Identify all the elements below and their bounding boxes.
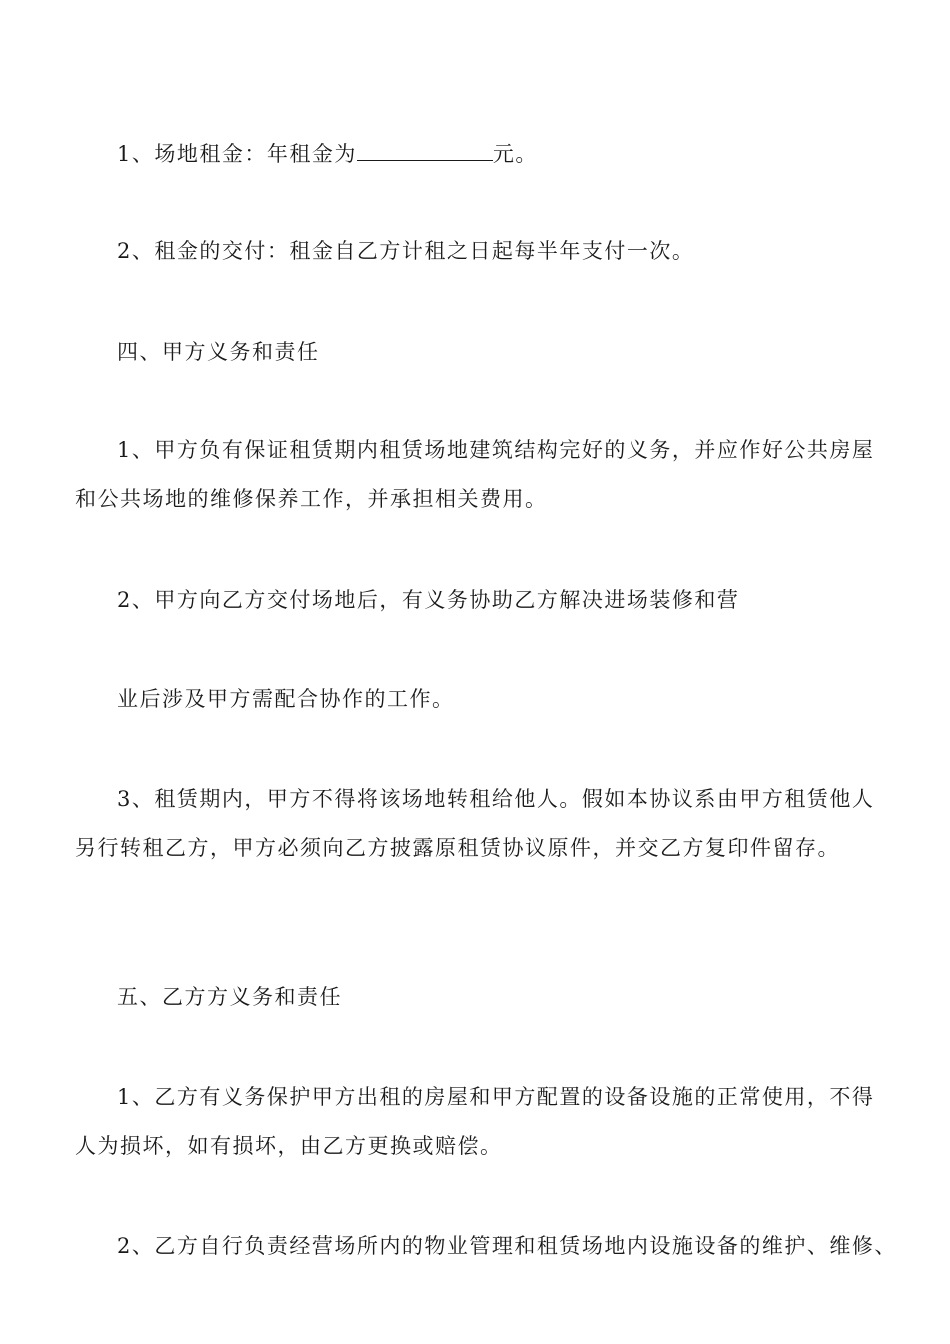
rent-item-1-prefix: 1、场地租金：年租金为 [117, 142, 357, 166]
section-5-item-2-line-1: 2、乙方自行负责经营场所内的物业管理和租赁场地内设施设备的维护、维修、 [117, 1234, 897, 1258]
rent-item-1-suffix: 元。 [492, 142, 538, 166]
section-4-item-1-line-1: 1、甲方负有保证租赁期内租赁场地建筑结构完好的义务，并应作好公共房屋 [117, 438, 875, 462]
rent-item-2: 2、租金的交付：租金自乙方计租之日起每半年支付一次。 [117, 239, 695, 263]
section-4-item-2-line-1: 2、甲方向乙方交付场地后，有义务协助乙方解决进场装修和营 [117, 588, 740, 612]
section-4-item-3-line-2: 另行转租乙方，甲方必须向乙方披露原租赁协议原件，并交乙方复印件留存。 [75, 836, 840, 860]
rent-amount-blank [357, 142, 493, 161]
section-4-heading: 四、甲方义务和责任 [117, 340, 320, 364]
section-4-item-3-line-1: 3、租赁期内，甲方不得将该场地转租给他人。假如本协议系由甲方租赁他人 [117, 787, 875, 811]
section-5-item-1-line-2: 人为损坏，如有损坏，由乙方更换或赔偿。 [75, 1134, 503, 1158]
rent-item-1 [117, 141, 937, 167]
section-5-heading: 五、乙方方义务和责任 [117, 985, 342, 1009]
section-4-item-2-line-2: 业后涉及甲方需配合协作的工作。 [117, 687, 455, 711]
section-5-item-1-line-1: 1、乙方有义务保护甲方出租的房屋和甲方配置的设备设施的正常使用，不得 [117, 1085, 875, 1109]
section-4-item-1-line-2: 和公共场地的维修保养工作，并承担相关费用。 [75, 487, 548, 511]
